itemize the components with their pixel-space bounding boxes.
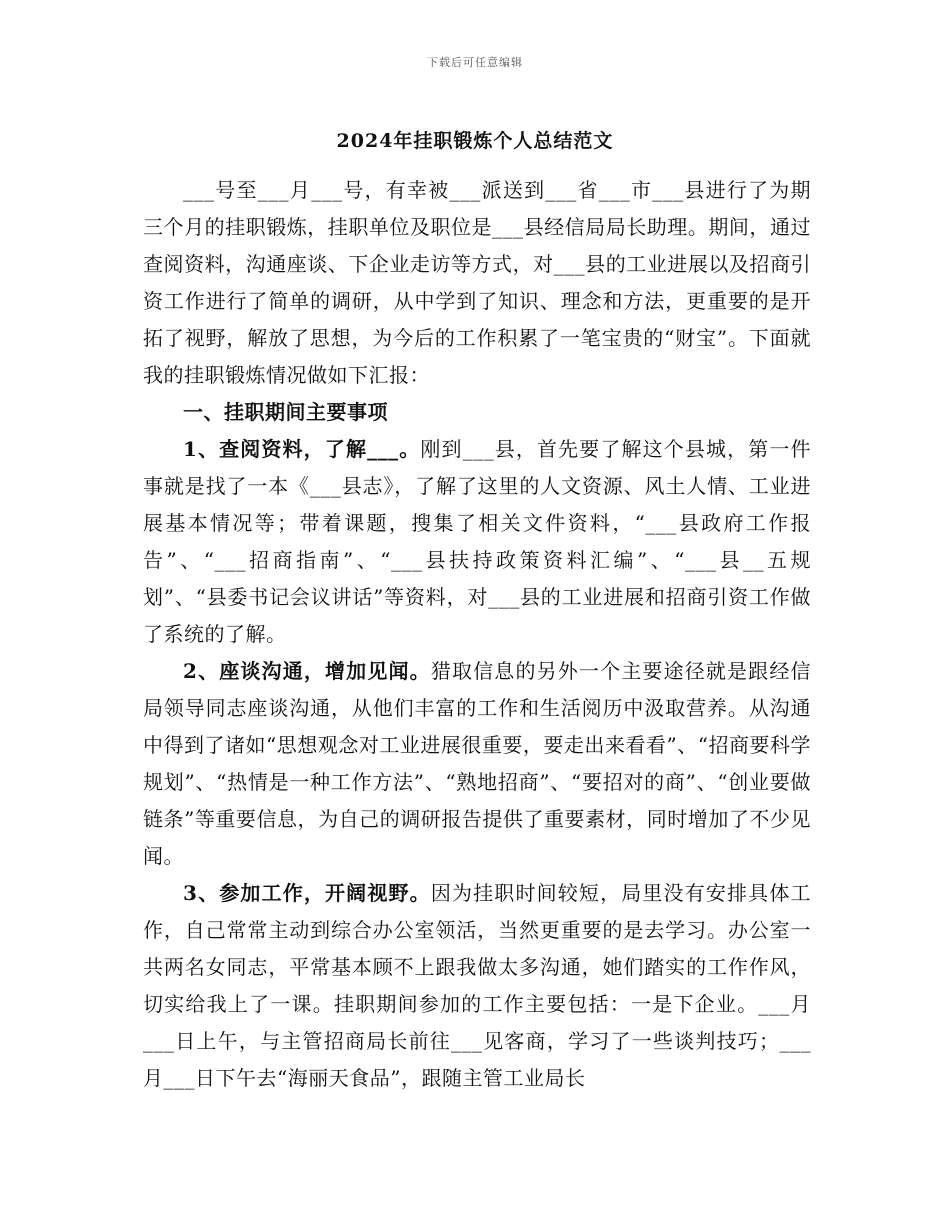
item-text-2: 猎取信息的另外一个主要途径就是跟经信局领导同志座谈沟通，从他们丰富的工作和生活阅历中汲取营养。从沟通中得到了诸如“思想观念对工业进展很重要，要走出来看看”、“招商要科学规划”、“热情是一种工作方法”、“熟地招商”、“要招对的商”、“创业要做链条”等重要信息，为自己的调研报告提供了重要素材，同时增加了不少见闻。 [143, 659, 811, 868]
document-body [143, 172, 811, 1097]
document-title: 2024年挂职锻炼个人总结范文 [336, 130, 614, 152]
item-paragraph-2 [143, 653, 811, 875]
section-heading: 一、挂职期间主要事项 [183, 400, 388, 424]
item-lead-2: 2、座谈沟通，增加见闻。 [183, 659, 431, 683]
item-text-1: 刚到___县，首先要了解这个县城，第一件事就是找了一本《___县志》，了解了这里的人文资源、风土人情、工业进展基本情况等；带着课题，搜集了相关文件资料，“___县政府工作报告”、“___招商指南”、“___县扶持政策资料汇编”、“___县__五规划”、“县委书记会议讲话”等资料，对___县的工业进展和招商引资工作做了系统的了解。 [143, 437, 812, 646]
item-paragraph-3 [143, 875, 811, 1097]
header-note: 下载后可任意编辑 [427, 56, 523, 69]
item-lead-3: 3、参加工作，开阔视野。 [183, 881, 431, 905]
intro-paragraph: ___号至___月___号，有幸被___派送到___省___市___县进行了为期三个月的挂职锻炼，挂职单位及职位是___县经信局局长助理。期间，通过查阅资料，沟通座谈、下企业走访等方式，对___县的工业进展以及招商引资工作进行了简单的调研，从中学到了知识、理念和方法，更重要的是开拓了视野，解放了思想，为今后的工作积累了一笔宝贵的“财宝”。下面就我的挂职锻炼情况做如下汇报： [143, 178, 811, 387]
item-text-3: 因为挂职时间较短，局里没有安排具体工作，自己常常主动到综合办公室领活，当然更重要的是去学习。办公室一共两名女同志，平常基本顾不上跟我做太多沟通，她们踏实的工作作风，切实给我上了一课。挂职期间参加的工作主要包括：一是下企业。___月___日上午，与主管招商局长前往___见客商，学习了一些谈判技巧；___月___日下午去“海丽天食品”，跟随主管工业局长 [143, 881, 811, 1090]
item-paragraph-1 [143, 431, 811, 653]
item-lead-1: 1、查阅资料，了解___。 [183, 437, 421, 461]
